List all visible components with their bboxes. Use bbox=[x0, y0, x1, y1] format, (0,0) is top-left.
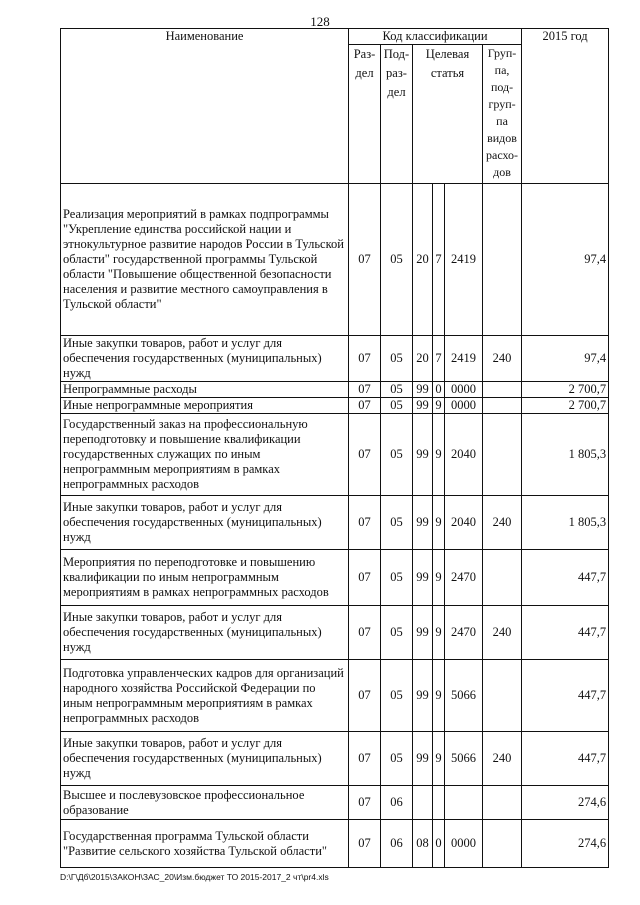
row-target-code-2: 7 bbox=[433, 336, 445, 382]
row-expense-type: 240 bbox=[483, 496, 522, 550]
table-row bbox=[61, 414, 609, 496]
row-target-code-2 bbox=[433, 786, 445, 820]
row-podrazdel: 05 bbox=[381, 550, 413, 606]
row-amount: 2 700,7 bbox=[522, 382, 609, 398]
row-amount: 1 805,3 bbox=[522, 496, 609, 550]
row-razdel: 07 bbox=[349, 398, 381, 414]
table-row bbox=[61, 786, 609, 820]
row-target-code-1: 99 bbox=[413, 496, 433, 550]
row-target-code-1: 99 bbox=[413, 732, 433, 786]
row-expense-type bbox=[483, 786, 522, 820]
row-target-code-3: 2419 bbox=[445, 184, 483, 336]
row-name: Иные закупки товаров, работ и услуг для обеспечения государственных (муниципальных) нужд bbox=[61, 732, 349, 786]
row-target-code-2: 0 bbox=[433, 382, 445, 398]
row-podrazdel: 05 bbox=[381, 382, 413, 398]
row-amount: 274,6 bbox=[522, 820, 609, 868]
row-razdel: 07 bbox=[349, 336, 381, 382]
row-target-code-2: 9 bbox=[433, 414, 445, 496]
row-target-code-1 bbox=[413, 786, 433, 820]
row-amount: 97,4 bbox=[522, 336, 609, 382]
row-name: Реализация мероприятий в рамках подпрограммы "Укрепление единства российской нации и этнокультурное развитие народов России в Тульской области" государственной программы Тульской области "Повышение общественной безопасности населения и развитие местного самоуправления в Тульской области" bbox=[61, 184, 349, 336]
table-row bbox=[61, 382, 609, 398]
row-target-code-2: 9 bbox=[433, 398, 445, 414]
row-name: Иные непрограммные мероприятия bbox=[61, 398, 349, 414]
row-target-code-1: 99 bbox=[413, 414, 433, 496]
row-razdel: 07 bbox=[349, 550, 381, 606]
header-year: 2015 год bbox=[522, 29, 609, 184]
row-name: Иные закупки товаров, работ и услуг для обеспечения государственных (муниципальных) нужд bbox=[61, 496, 349, 550]
row-name: Иные закупки товаров, работ и услуг для обеспечения государственных (муниципальных) нужд bbox=[61, 606, 349, 660]
row-razdel: 07 bbox=[349, 414, 381, 496]
row-podrazdel: 06 bbox=[381, 786, 413, 820]
row-target-code-1: 99 bbox=[413, 660, 433, 732]
row-target-code-2: 9 bbox=[433, 496, 445, 550]
row-podrazdel: 05 bbox=[381, 398, 413, 414]
row-expense-type: 240 bbox=[483, 732, 522, 786]
row-expense-type bbox=[483, 382, 522, 398]
row-podrazdel: 05 bbox=[381, 606, 413, 660]
table-row bbox=[61, 184, 609, 336]
row-name: Высшее и послевузовское профессиональное образование bbox=[61, 786, 349, 820]
row-target-code-3: 2470 bbox=[445, 606, 483, 660]
row-target-code-2: 9 bbox=[433, 550, 445, 606]
row-amount: 447,7 bbox=[522, 550, 609, 606]
row-expense-type bbox=[483, 184, 522, 336]
row-amount: 1 805,3 bbox=[522, 414, 609, 496]
table-row bbox=[61, 660, 609, 732]
row-expense-type: 240 bbox=[483, 336, 522, 382]
row-target-code-1: 08 bbox=[413, 820, 433, 868]
row-podrazdel: 05 bbox=[381, 184, 413, 336]
table-row bbox=[61, 732, 609, 786]
header-gruppa: Груп- па, под- груп- па видов расхо- дов bbox=[483, 45, 522, 184]
row-podrazdel: 06 bbox=[381, 820, 413, 868]
row-target-code-1: 20 bbox=[413, 336, 433, 382]
row-target-code-1: 99 bbox=[413, 550, 433, 606]
table-row bbox=[61, 336, 609, 382]
row-name: Государственный заказ на профессиональную переподготовку и повышение квалификации государственных служащих по иным непрограммным мероприятиям в рамках непрограммных расходов bbox=[61, 414, 349, 496]
row-target-code-3: 2040 bbox=[445, 496, 483, 550]
row-target-code-3: 0000 bbox=[445, 382, 483, 398]
row-amount: 274,6 bbox=[522, 786, 609, 820]
header-podrazdel: Под- раз- дел bbox=[381, 45, 413, 184]
row-target-code-2: 9 bbox=[433, 660, 445, 732]
row-target-code-3: 5066 bbox=[445, 732, 483, 786]
row-target-code-3: 5066 bbox=[445, 660, 483, 732]
row-target-code-1: 20 bbox=[413, 184, 433, 336]
table-row bbox=[61, 606, 609, 660]
row-name: Мероприятия по переподготовке и повышению квалификации по иным непрограммным мероприятиям в рамках непрограммных расходов bbox=[61, 550, 349, 606]
row-expense-type bbox=[483, 550, 522, 606]
row-expense-type bbox=[483, 820, 522, 868]
row-razdel: 07 bbox=[349, 820, 381, 868]
header-name: Наименование bbox=[61, 29, 349, 184]
row-podrazdel: 05 bbox=[381, 496, 413, 550]
row-amount: 447,7 bbox=[522, 606, 609, 660]
row-amount: 447,7 bbox=[522, 660, 609, 732]
row-amount: 447,7 bbox=[522, 732, 609, 786]
row-target-code-3: 2040 bbox=[445, 414, 483, 496]
row-razdel: 07 bbox=[349, 382, 381, 398]
row-target-code-3: 2470 bbox=[445, 550, 483, 606]
row-name: Иные закупки товаров, работ и услуг для обеспечения государственных (муниципальных) нужд bbox=[61, 336, 349, 382]
row-podrazdel: 05 bbox=[381, 414, 413, 496]
row-target-code-2: 0 bbox=[433, 820, 445, 868]
table-row bbox=[61, 398, 609, 414]
header-razdel: Раз- дел bbox=[349, 45, 381, 184]
row-target-code-2: 9 bbox=[433, 732, 445, 786]
row-target-code-2: 9 bbox=[433, 606, 445, 660]
row-expense-type: 240 bbox=[483, 606, 522, 660]
row-name: Подготовка управленческих кадров для организаций народного хозяйства Российской Федерации по иным непрограммным мероприятиям в рамках непрограммных расходов bbox=[61, 660, 349, 732]
row-target-code-3: 2419 bbox=[445, 336, 483, 382]
header-code-group: Код классификации bbox=[349, 29, 522, 45]
row-razdel: 07 bbox=[349, 184, 381, 336]
row-amount: 97,4 bbox=[522, 184, 609, 336]
row-expense-type bbox=[483, 414, 522, 496]
row-target-code-2: 7 bbox=[433, 184, 445, 336]
row-target-code-3: 0000 bbox=[445, 820, 483, 868]
row-podrazdel: 05 bbox=[381, 660, 413, 732]
table-row bbox=[61, 550, 609, 606]
row-podrazdel: 05 bbox=[381, 336, 413, 382]
row-target-code-3 bbox=[445, 786, 483, 820]
table-row bbox=[61, 496, 609, 550]
table-body bbox=[61, 184, 609, 868]
table-row bbox=[61, 820, 609, 868]
page-number: 128 bbox=[310, 14, 330, 29]
row-razdel: 07 bbox=[349, 660, 381, 732]
row-expense-type bbox=[483, 398, 522, 414]
row-amount: 2 700,7 bbox=[522, 398, 609, 414]
row-name: Непрограммные расходы bbox=[61, 382, 349, 398]
file-path-footer: D:\Г\Дб\2015\ЗАКОН\ЗАС_20\Изм.бюджет ТО 2015-2017_2 чт\pr4.xls bbox=[60, 872, 329, 882]
row-razdel: 07 bbox=[349, 496, 381, 550]
row-target-code-1: 99 bbox=[413, 606, 433, 660]
row-razdel: 07 bbox=[349, 606, 381, 660]
row-name: Государственная программа Тульской области "Развитие сельского хозяйства Тульской области" bbox=[61, 820, 349, 868]
row-target-code-3: 0000 bbox=[445, 398, 483, 414]
row-razdel: 07 bbox=[349, 786, 381, 820]
row-target-code-1: 99 bbox=[413, 398, 433, 414]
row-podrazdel: 05 bbox=[381, 732, 413, 786]
header-celevaya-statya: Целевая статья bbox=[413, 45, 483, 184]
budget-table bbox=[60, 28, 609, 868]
row-target-code-1: 99 bbox=[413, 382, 433, 398]
row-razdel: 07 bbox=[349, 732, 381, 786]
row-expense-type bbox=[483, 660, 522, 732]
